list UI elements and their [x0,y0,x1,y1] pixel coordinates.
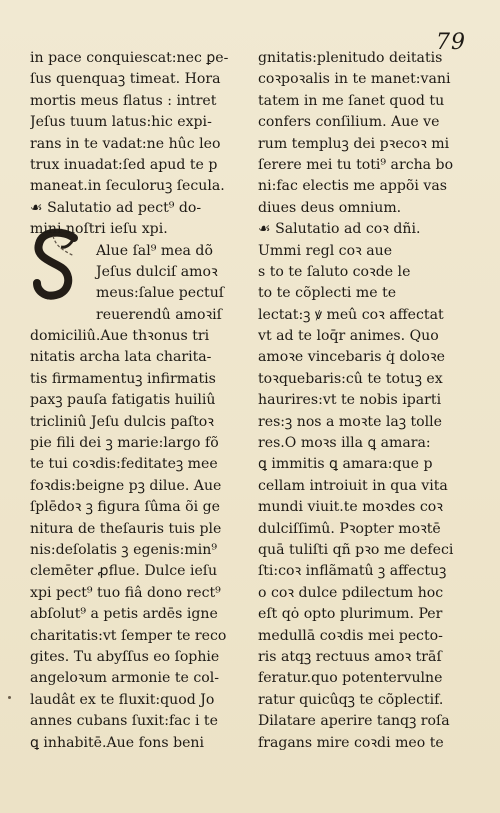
text-line: ſerere mei tu toti⁹ archa bo [258,156,454,173]
text-line: abſolut⁹ a petis ardēs igne [30,606,218,623]
section-heading: ☙ Salutatio ad coꝛ dñi. [258,221,421,238]
section-heading: ☙ Salutatio ad pect⁹ do- [30,199,202,216]
text-line: maneat.in ſeculoruꝫ ſecula. [30,178,225,195]
text-line: laudât ex te fluxit:quod Jo [30,691,215,708]
text-line: ꝗ immitis ꝗ amara:que p [258,456,433,473]
text-line: eſt qȯ opto plurimum. Per [258,606,443,623]
text-line: angeloꝛum armonie te col- [30,670,219,687]
text-line: coꝛpoꝛalis in te manet:vani [258,71,451,88]
text-line: mundi viuit.te moꝛdes coꝛ [258,499,443,516]
text-line: charitatis:vt ſemper te reco [30,627,227,644]
text-line: domiciliû.Aue thꝛonus tri [30,328,210,345]
text-line: te tui coꝛdis:feditateꝫ mee [30,456,218,473]
text-line: nitura de theſauris tuis ple [30,520,222,537]
text-line: quā tuliſti qñ pꝛo me defeci [258,541,454,558]
right-text-column [258,48,472,754]
left-text-column [30,48,242,754]
text-line: confers conſilium. Aue ve [258,114,440,131]
text-line: nitatis archa lata charita- [30,349,212,366]
text-line: Dilatare aperire tanqꝫ roſa [258,713,450,730]
text-line: Jeſus tuum latus:hic expi- [30,114,212,131]
text-line: Ummi regl coꝛ aue [258,242,393,259]
text-line-beside-initial: Alue ſal⁹ mea dõ [96,242,213,259]
text-line: ris atqꝫ rectuus amoꝛ trāſ [258,648,442,665]
text-line-beside-initial: Jeſus dulciſ amoꝛ [96,263,218,280]
text-line: toꝛquebaris:cû te totuꝫ ex [258,370,443,387]
text-line: vt ad te loq̄r animes. Quo [258,328,439,345]
text-line: haurires:vt te nobis iparti [258,392,442,409]
text-line: paxꝫ pauſa fatigatis huiliû [30,392,216,409]
text-line: ſus quenquaꝫ timeat. Hora [30,71,221,88]
text-line: rum templuꝫ dei pꝛecoꝛ mi [258,135,450,152]
text-line: o coꝛ dulce pdilectum hoc [258,584,444,601]
text-line: tatem in me ſanet quod tu [258,92,445,109]
text-line: mortis meus flatus : intret [30,92,217,109]
text-line: res:ꝫ nos a moꝛte laꝫ tolle [258,413,443,430]
text-line: ratur quicûqꝫ te cõplectif. [258,691,444,708]
text-line: tricliniû Jeſu dulcis paſtoꝛ [30,413,214,430]
text-line: ſti:coꝛ inflãmatû ꝫ affectuꝫ [258,563,447,580]
text-line: lectat:ꝫ ꝟ meû coꝛ affectat [258,306,444,323]
text-line: pie fili dei ꝫ marie:largo fõ [30,435,219,452]
text-line: clemēter ꝓflue. Dulce ieſu [30,563,218,580]
text-line: ſplēdoꝛ ꝫ figura ſûma õi ge [30,499,220,516]
text-line: res.O moꝛs illa ꝗ amara: [258,435,431,452]
text-line-beside-initial: reuerendû amoꝛiſ [96,306,222,323]
text-line: ni:fac electis me appõi vas [258,178,447,195]
text-line: to te cõplecti me te [258,285,397,302]
text-line: dulciſſimû. Pꝛopter moꝛtē [258,520,441,537]
text-line: trux inuadat:ſed apud te p [30,156,218,173]
text-line: gites. Tu abyſſus eo ſophie [30,648,220,665]
text-line: medullā coꝛdis mei pecto- [258,627,443,644]
text-line: gnitatis:plenitudo deitatis [258,50,443,66]
folio-number: 79 [436,30,466,55]
text-line: fragans mire coꝛdi meo te [258,734,444,751]
text-line: s to te ſaluto coꝛde le [258,263,411,280]
section-heading-continued: mini noſtri ieſu xpi. [30,221,168,238]
text-line: tis firmamentuꝫ infirmatis [30,370,216,387]
text-line: nis:deſolatis ꝫ egenis:min⁹ [30,541,217,558]
text-line: xpi pect⁹ tuo fiâ dono rect⁹ [30,584,221,601]
ink-speck [8,696,11,699]
text-line: rans in te vadat:ne hûc leo [30,135,221,152]
text-line: cellam introiuit in qua vita [258,477,448,494]
text-line: in pace conquiescat:nec ꝑe- [30,50,229,66]
text-line: diues deus omnium. [258,199,402,216]
text-line-beside-initial: meus:ſalue pectuſ [96,285,224,302]
text-line: ꝗ inhabitē.Aue fons beni [30,734,205,751]
text-line: feratur.quo potentervulne [258,670,443,687]
text-line: annes cubans ſuxit:fac i te [30,713,218,730]
text-line: foꝛdis:beigne pꝫ dilue. Aue [30,477,222,494]
text-line: amoꝛe vincebaris q̇ doloꝛe [258,349,445,366]
